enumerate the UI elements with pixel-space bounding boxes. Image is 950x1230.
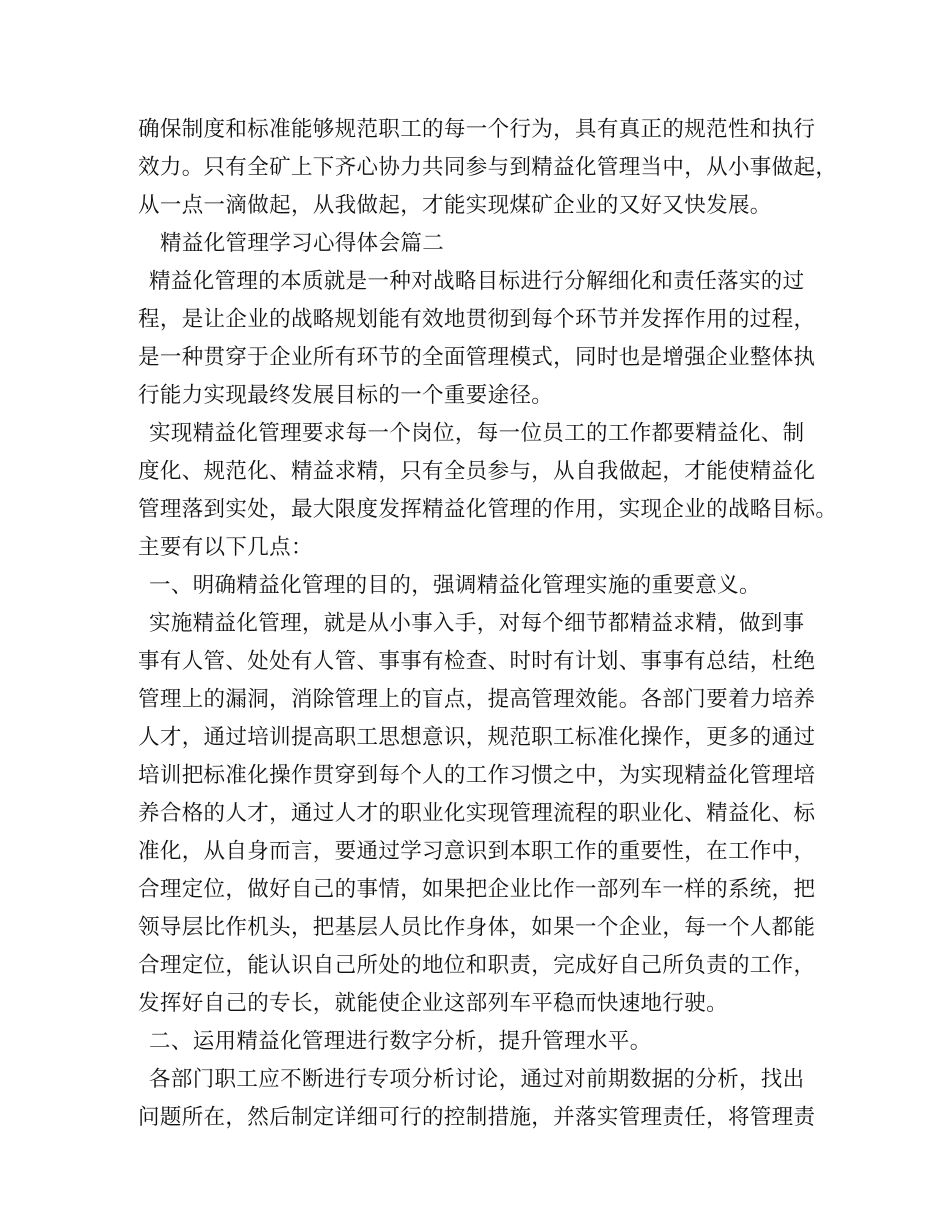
text-line: 准化，从自身而言，要通过学习意识到本职工作的重要性，在工作中， bbox=[138, 839, 816, 864]
text-line: 行能力实现最终发展目标的一个重要途径。 bbox=[138, 383, 554, 408]
list-heading-2: 二、运用精益化管理进行数字分析，提升管理水平。 bbox=[149, 1029, 652, 1054]
text-line: 培训把标准化操作贯穿到每个人的工作习惯之中，为实现精益化管理培 bbox=[138, 763, 816, 788]
section-heading: 精益化管理学习心得体会篇二 bbox=[160, 231, 445, 256]
text-line: 问题所在，然后制定详细可行的控制措施，并落实管理责任，将管理责 bbox=[138, 1105, 816, 1130]
text-line: 效力。只有全矿上下齐心协力共同参与到精益化管理当中，从小事做起， bbox=[138, 155, 838, 180]
text-line: 度化、规范化、精益求精，只有全员参与，从自我做起，才能使精益化 bbox=[138, 459, 816, 484]
text-line: 从一点一滴做起，从我做起，才能实现煤矿企业的又好又快发展。 bbox=[138, 193, 772, 218]
text-line: 各部门职工应不断进行专项分析讨论，通过对前期数据的分析，找出 bbox=[149, 1067, 805, 1092]
list-heading-1: 一、明确精益化管理的目的，强调精益化管理实施的重要意义。 bbox=[149, 573, 761, 598]
text-line: 管理落到实处，最大限度发挥精益化管理的作用，实现企业的战略目标。 bbox=[138, 497, 838, 522]
text-line: 实现精益化管理要求每一个岗位，每一位员工的工作都要精益化、制 bbox=[149, 421, 805, 446]
text-line: 精益化管理的本质就是一种对战略目标进行分解细化和责任落实的过 bbox=[149, 269, 805, 294]
text-line: 合理定位，做好自己的事情，如果把企业比作一部列车一样的系统，把 bbox=[138, 877, 816, 902]
text-line: 实施精益化管理，就是从小事入手，对每个细节都精益求精，做到事 bbox=[149, 611, 805, 636]
text-line: 合理定位，能认识自己所处的地位和职责，完成好自己所负责的工作， bbox=[138, 953, 816, 978]
text-line: 发挥好自己的专长，就能使企业这部列车平稳而快速地行驶。 bbox=[138, 991, 728, 1016]
text-line: 养合格的人才，通过人才的职业化实现管理流程的职业化、精益化、标 bbox=[138, 801, 816, 826]
text-line: 是一种贯穿于企业所有环节的全面管理模式，同时也是增强企业整体执 bbox=[138, 345, 816, 370]
text-line: 主要有以下几点： bbox=[138, 535, 313, 560]
text-line: 程，是让企业的战略规划能有效地贯彻到每个环节并发挥作用的过程， bbox=[138, 307, 816, 332]
text-line: 领导层比作机头，把基层人员比作身体，如果一个企业，每一个人都能 bbox=[138, 915, 816, 940]
text-line: 人才，通过培训提高职工思想意识，规范职工标准化操作，更多的通过 bbox=[138, 725, 816, 750]
text-line: 事有人管、处处有人管、事事有检查、时时有计划、事事有总结，杜绝 bbox=[138, 649, 816, 674]
text-line: 确保制度和标准能够规范职工的每一个行为，具有真正的规范性和执行 bbox=[138, 117, 816, 142]
text-line: 管理上的漏洞，消除管理上的盲点，提高管理效能。各部门要着力培养 bbox=[138, 687, 816, 712]
